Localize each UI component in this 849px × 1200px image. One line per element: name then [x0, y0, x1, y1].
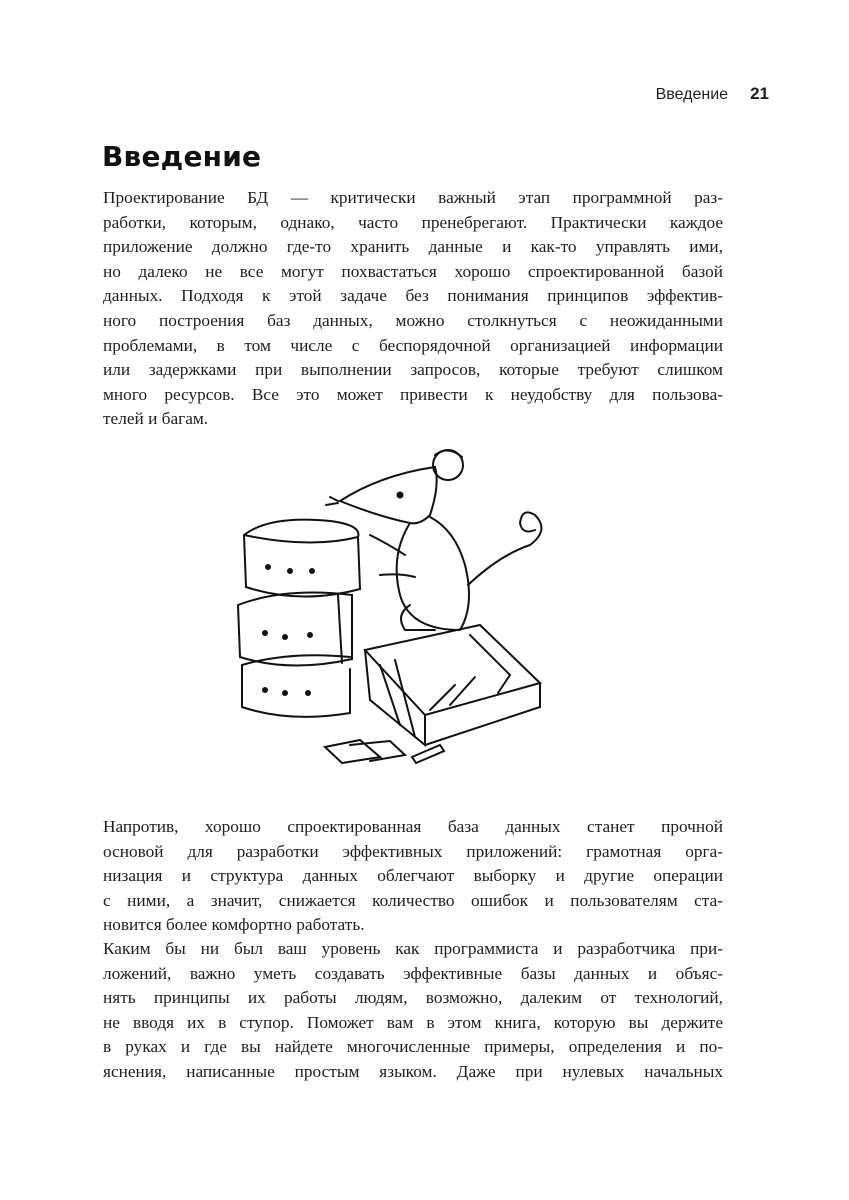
paragraph-2	[103, 815, 723, 938]
text-line: Напротив, хорошо спроектированная база данных станет прочной	[103, 817, 723, 836]
paragraph-1	[103, 186, 723, 432]
text-line: ложений, важно уметь создавать эффективные базы данных и объяс-	[103, 963, 723, 983]
page-number: 21	[750, 84, 769, 103]
text-line: в руках и где вы найдете многочисленные примеры, определения и по-	[103, 1037, 723, 1057]
papers-and-pencil-icon	[325, 740, 444, 763]
text-line: работки, которым, однако, часто пренебрегают. Практически каждое	[103, 212, 723, 232]
step-box-icon	[365, 625, 540, 745]
text-line: низация и структура данных облегчают выборку и другие операции	[103, 866, 723, 886]
text-line: но далеко не все могут похвастаться хорошо спроектированной базой	[103, 261, 723, 281]
text-line: много ресурсов. Все это может привести к неудобству для пользова-	[103, 384, 723, 404]
text-line: Каким бы ни был ваш уровень как программиста и разработчика при-	[103, 939, 723, 958]
text-line: с ними, а значит, снижается количество ошибок и пользователям ста-	[103, 890, 723, 910]
text-line: нять принципы их работы людям, возможно, далеким от технологий,	[103, 988, 723, 1008]
text-line: приложение должно где-то хранить данные и как-то управлять ими,	[103, 237, 723, 257]
text-line: или задержками при выполнении запросов, которые требуют слишком	[103, 360, 723, 380]
text-line: данных. Подходя к этой задаче без понимания принципов эффектив-	[103, 286, 723, 306]
database-cylinder-top-icon	[244, 520, 360, 597]
paragraph-3	[103, 937, 723, 1085]
text-line: не вводя их в ступор. Поможет вам в этом книга, которую вы держите	[103, 1012, 723, 1032]
text-line: проблемами, в том числе с беспорядочной организацией информации	[103, 335, 723, 355]
text-line: яснения, написанные простым языком. Даже при нулевых начальных	[103, 1061, 723, 1081]
database-cylinder-bottom-icon	[242, 655, 350, 717]
text-line: телей и багам.	[103, 409, 209, 429]
chapter-title: Введение	[102, 140, 262, 173]
running-head-section: Введение	[655, 86, 729, 103]
text-line: новится более комфортно работать.	[103, 915, 365, 935]
mouse-database-illustration	[230, 445, 550, 775]
database-cylinder-middle-icon	[238, 593, 352, 666]
text-line: основой для разработки эффективных приложений: грамотная орга-	[103, 841, 723, 861]
text-line: ного построения баз данных, можно столкнуться с неожиданными	[103, 310, 723, 330]
running-head	[656, 84, 769, 104]
text-line: Проектирование БД — критически важный этап программной раз-	[103, 188, 723, 207]
